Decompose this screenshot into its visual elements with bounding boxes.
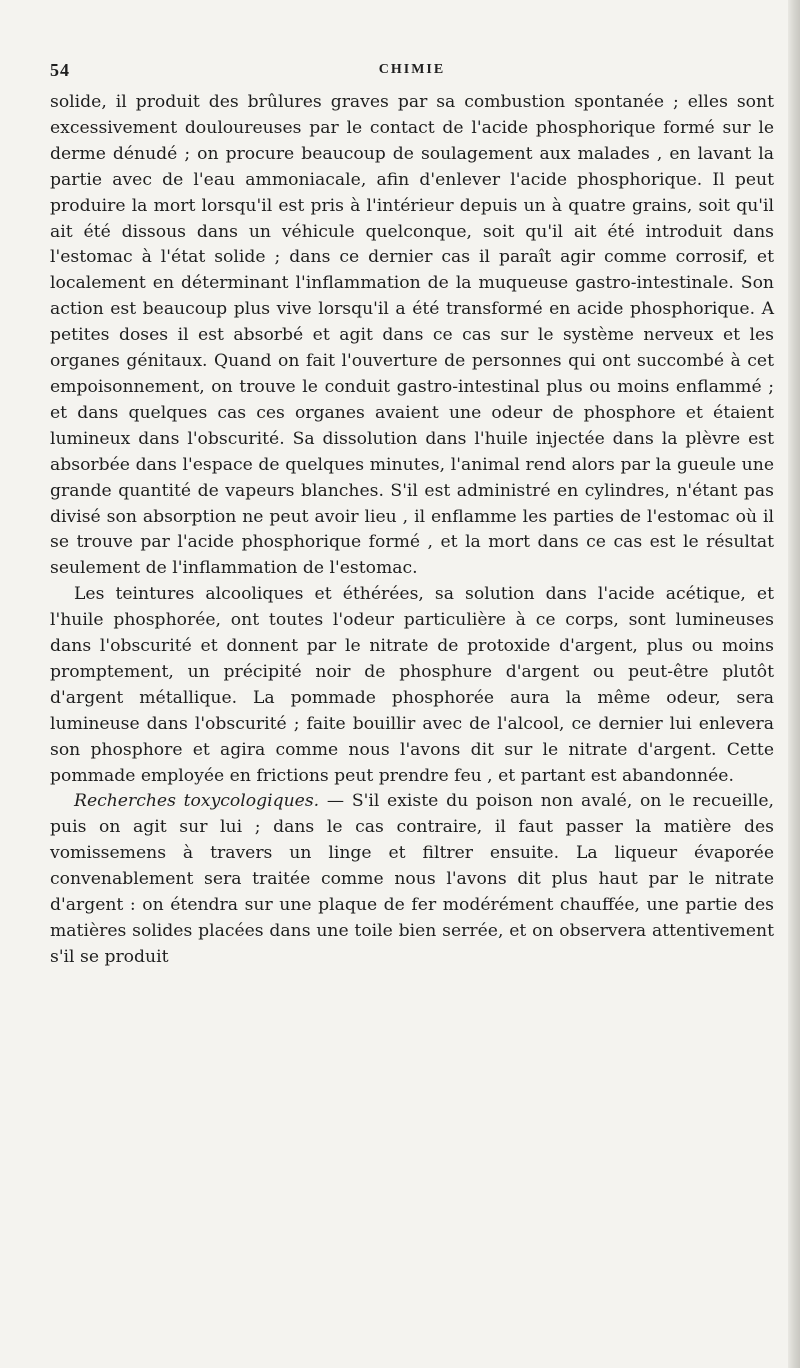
- page-header: [50, 60, 774, 86]
- section-title: Recherches toxycologiques.: [74, 791, 320, 812]
- page-edge: [788, 0, 800, 1368]
- book-page: [50, 60, 774, 971]
- page-number: 54: [50, 60, 70, 80]
- paragraph-1: solide, il produit des brûlures graves par sa combustion spontanée ; elles sont excessivement douloureuses par le contact de l'acide phosphorique formé sur le derme dénudé ; on procure beaucoup de soulagement aux malades , en lavant la partie avec de l'eau ammoniacale, afin d'enlever l'acide phosphorique. Il peut produire la mort lorsqu'il est pris à l'intérieur depuis un à quatre grains, soit qu'il ait été dissous dans un véhicule quelconque, soit qu'il ait été introduit dans l'estomac à l'état solide ; dans ce dernier cas il paraît agir comme corrosif, et localement en déterminant l'inflammation de la muqueuse gastro-intestinale. Son action est beaucoup plus vive lorsqu'il a été transformé en acide phosphorique. A petites doses il est absorbé et agit dans ce cas sur le système nerveux et les organes génitaux. Quand on fait l'ouverture de personnes qui ont succombé à cet empoisonnement, on trouve le conduit gastro-intestinal plus ou moins enflammé ; et dans quelques cas ces organes avaient une odeur de phosphore et étaient lumineux dans l'obscurité. Sa dissolution dans l'huile injectée dans la plèvre est absorbée dans l'espace de quelques minutes, l'animal rend alors par la gueule une grande quantité de vapeurs blanches. S'il est administré en cylindres, n'étant pas divisé son absorption ne peut avoir lieu , il enflamme les parties de l'estomac où il se trouve par l'acide phosphorique formé , et la mort dans ce cas est le résultat seulement de l'inflammation de l'estomac.: [50, 92, 774, 579]
- paragraph-3: [50, 789, 774, 970]
- running-head: CHIMIE: [378, 62, 446, 77]
- paragraph-3-text: — S'il existe du poison non avalé, on le recueille, puis on agit sur lui ; dans le cas contraire, il faut passer la matière des vomissemens à travers un linge et filtrer ensuite. La liqueur évaporée convenablement sera traitée comme nous l'avons dit plus haut par le nitrate d'argent : on étendra sur une plaque de fer modérément chauffée, une partie des matières solides placées dans une toile bien serrée, et on observera attentivement s'il se produit: [50, 791, 774, 967]
- body-text: [50, 90, 774, 971]
- paragraph-2: Les teintures alcooliques et éthérées, sa solution dans l'acide acétique, et l'huile phosphorée, ont toutes l'odeur particulière à ce corps, sont lumineuses dans l'obscurité et donnent par le nitrate de protoxide d'argent, plus ou moins promptement, un précipité noir de phosphure d'argent ou peut-être plutôt d'argent métallique. La pommade phosphorée aura la même odeur, sera lumineuse dans l'obscurité ; faite bouillir avec de l'alcool, ce dernier lui enlevera son phosphore et agira comme nous l'avons dit sur le nitrate d'argent. Cette pommade employée en frictions peut prendre feu , et partant est abandonnée.: [50, 584, 774, 786]
